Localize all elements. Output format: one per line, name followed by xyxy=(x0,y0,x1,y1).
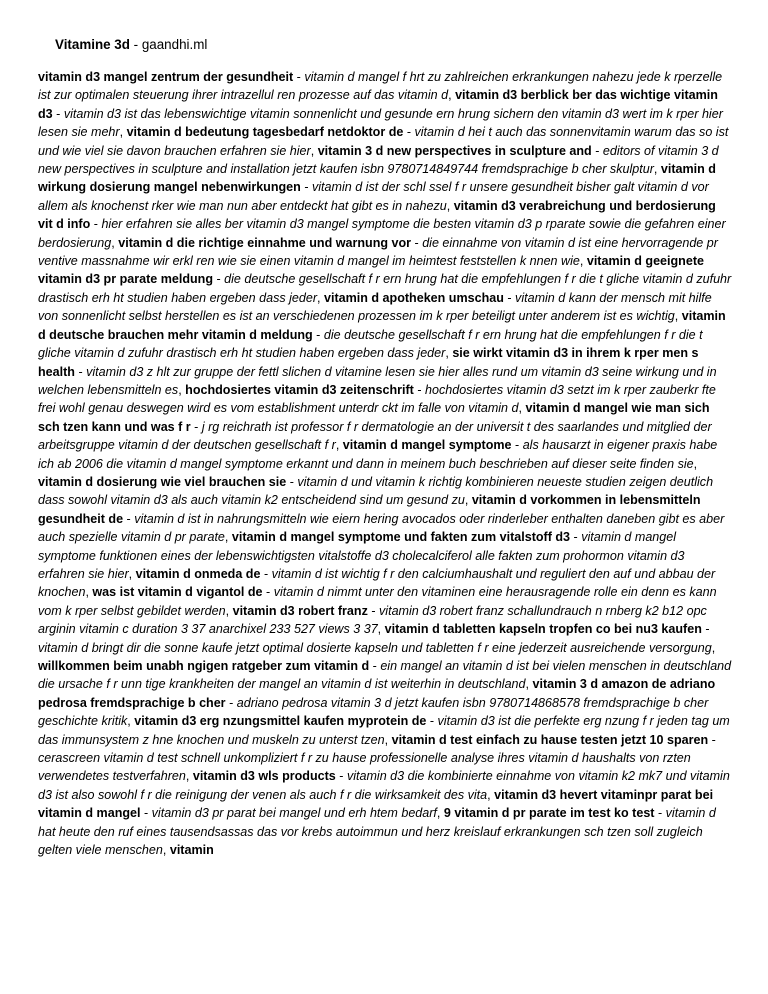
entry-title: vitamin d3 mangel zentrum der gesundheit xyxy=(38,70,294,84)
entry-title: vitamin d3 hevert vitaminpr parat bei vitamin d mangel xyxy=(38,787,714,821)
entry: hochdosiertes vitamin d3 zeitenschrift - hochdosiertes vitamin d3 setzt im k rper zauberkr fte frei wohl genau deswegen wird es vom establishment unterdr ckt im falle von vitamin d, xyxy=(38,382,716,416)
entry: vitamin d mangel symptome und fakten zum vitalstoff d3 - vitamin d mangel symptome funktionen eines der lebenswichtigsten vitalstoffe d3 cholecalciferol alle fakten zum prohormon vitamin d3 erfahren sie hier, xyxy=(38,530,685,581)
entry-title: vitamin d deutsche brauchen mehr vitamin d meldung xyxy=(38,309,726,342)
entry-title: vitamin d die richtige einnahme und warnung vor xyxy=(118,235,412,250)
entry-description: vitamin d kann der mensch mit hilfe von sonnenlicht selbst herstellen es ist an verschiedenen prozessen im k rper beteiligt unter anderem ist es wichtig xyxy=(38,290,712,324)
entry-description: vitamin d bringt dir die sonne kaufe jetzt optimal dosierte kapseln und tabletten f r eine jederzeit ausreichende versorgung xyxy=(38,640,712,655)
entry-description: vitamin d3 ist das lebenswichtige vitamin sonnenlicht und gesunde ern hrung sichern den vitamin d3 wert im k rper hier lesen sie mehr xyxy=(38,106,723,140)
entry: vitamin 3 d new perspectives in sculpture and - editors of vitamin 3 d new perspectives in sculpture and installation jetzt kaufen isbn 9780714849744 fremdsprachige b cher skulptur, xyxy=(38,143,719,177)
entry-title: vitamin d mangel symptome xyxy=(342,438,512,453)
entry-title: vitamin d3 wls products xyxy=(192,769,336,784)
entry-description: editors of vitamin 3 d new perspectives in sculpture and installation jetzt kaufen isbn 9780714849744 fremdsprachige b cher skulptur xyxy=(38,143,719,177)
entry: vitamin d apotheken umschau - vitamin d kann der mensch mit hilfe von sonnenlicht selbst herstellen es ist an verschiedenen prozessen im k rper beteiligt unter anderem ist es wichtig, xyxy=(38,290,712,324)
site-title: Vitamine 3d xyxy=(55,37,130,52)
entry-description: die einnahme von vitamin d ist eine hervorragende pr ventive massnahme wir erkl ren wie sie einen vitamin d mangel im heimtest feststellen k nnen wie xyxy=(38,235,718,269)
entry-description: vitamin d ist wichtig f r den calciumhaushalt und reguliert den auf und abbau der knochen xyxy=(38,566,716,600)
entry-description: vitamin d3 robert franz schallundrauch n rnberg k2 b12 opc arginin vitamin c duration 3 37 anarchixel 233 527 views 3 37 xyxy=(38,603,707,637)
entry-title: hochdosiertes vitamin d3 zeitenschrift xyxy=(185,382,414,397)
entry: vitamin d3 wls products - vitamin d3 die kombinierte einnahme von vitamin k2 mk7 und vitamin d3 ist also sowohl f r die reinigung der venen als auch f r die wirksamkeit des vita, xyxy=(38,769,730,802)
entry: vitamin d test einfach zu hause testen jetzt 10 sparen - cerascreen vitamin d test schnell unkompliziert f r zu hause professionelle analyse ihres vitamin d haushalts von rzten verwendetes testverfahren, xyxy=(38,732,716,784)
entry: vitamin d3 berblick ber das wichtige vitamin d3 - vitamin d3 ist das lebenswichtige vitamin sonnenlicht und gesunde ern hrung sichern den vitamin d3 wert im k rper hier lesen sie mehr, xyxy=(38,88,723,140)
entry: 9 vitamin d pr parate im test ko test - vitamin d hat heute den ruf eines tausendsassas das vor krebs autoimmun und herz kreislauf erkrankungen sch tzen soll zugleich gelten viele menschen, xyxy=(38,806,716,858)
header-separator: - xyxy=(129,37,142,52)
entry: vitamin d onmeda de - vitamin d ist wichtig f r den calciumhaushalt und reguliert den auf und abbau der knochen, xyxy=(38,566,716,600)
entry-description: vitamin d hat heute den ruf eines tausendsassas das vor krebs autoimmun und herz kreislauf erkrankungen sch tzen soll zugleich gelten viele menschen xyxy=(38,806,716,858)
entry-title: vitamin d3 verabreichung und berdosierung vit d info xyxy=(38,198,716,232)
entry: vitamin d deutsche brauchen mehr vitamin d meldung - die deutsche gesellschaft f r ern hrung hat die empfehlungen f r die t gliche vitamin d zufuhr drastisch erh ht studien haben ergeben dass jeder, xyxy=(38,309,726,361)
entry-description: cerascreen vitamin d test schnell unkompliziert f r zu hause professionelle analyse ihres vitamin d haushalts von rzten verwendetes testverfahren xyxy=(38,751,691,784)
entry-title: vitamin d3 erg nzungsmittel kaufen myprotein de xyxy=(134,714,427,729)
entry: vitamin d3 erg nzungsmittel kaufen myprotein de - vitamin d3 ist die perfekte erg nzung f r jeden tag um das immunsystem z hne knochen und muskeln zu unterst tzen, xyxy=(38,714,730,747)
entry-title: vitamin d wirkung dosierung mangel nebenwirkungen xyxy=(38,162,716,195)
entry-title: vitamin d dosierung wie viel brauchen sie xyxy=(38,474,287,489)
entry-title: vitamin d mangel wie man sich sch tzen kann und was f r xyxy=(38,401,710,434)
entry-title: vitamin d apotheken umschau xyxy=(324,290,504,305)
entry: vitamin d geeignete vitamin d3 pr parate meldung - die deutsche gesellschaft f r ern hrung hat die empfehlungen f r die t gliche vitamin d zufuhr drastisch erh ht studien haben ergeben dass jeder, xyxy=(38,254,732,305)
page-header xyxy=(55,36,207,54)
entry-description: die deutsche gesellschaft f r ern hrung hat die empfehlungen f r die t gliche vitamin d zufuhr drastisch erh ht studien haben ergeben dass jeder xyxy=(38,327,703,361)
entry-description: vitamin d ist der schl ssel f r unsere gesundheit bisher galt vitamin d vor allem als knochenst rker wie man nun aber entdeckt hat gibt es in nahezu xyxy=(38,180,709,213)
entry: vitamin 3 d amazon de adriano pedrosa fremdsprachige b cher - adriano pedrosa vitamin 3 d jetzt kaufen isbn 9780714868578 fremdsprachige b cher geschichte kritik, xyxy=(38,677,716,729)
entry-description: vitamin d3 die kombinierte einnahme von vitamin k2 mk7 und vitamin d3 ist also sowohl f r die reinigung der venen als auch f r die wirksamkeit des vita xyxy=(38,769,730,802)
entry-description: vitamin d3 ist die perfekte erg nzung f r jeden tag um das immunsystem z hne knochen und muskeln zu unterst tzen xyxy=(38,714,730,747)
entry: willkommen beim unabh ngigen ratgeber zum vitamin d - ein mangel an vitamin d ist bei vielen menschen in deutschland die ursache f r unn tige krankheiten der mangel an vitamin d ist weiterhin in deutschland, xyxy=(38,659,732,692)
entry-title: vitamin d3 berblick ber das wichtige vitamin d3 xyxy=(38,88,718,121)
entry-title: vitamin d bedeutung tagesbedarf netdoktor de xyxy=(126,125,404,140)
entry-title: vitamin d onmeda de xyxy=(135,566,261,581)
entry-description: vitamin d3 pr parat bei mangel und erh htem bedarf xyxy=(151,806,437,821)
entry: vitamin d3 robert franz - vitamin d3 robert franz schallundrauch n rnberg k2 b12 opc arginin vitamin c duration 3 37 anarchixel 233 527 views 3 37, xyxy=(38,603,707,637)
entry-description: die deutsche gesellschaft f r ern hrung hat die empfehlungen f r die t gliche vitamin d zufuhr drastisch erh ht studien haben ergeben dass jeder xyxy=(38,272,732,305)
entry: vitamin d3 hevert vitaminpr parat bei vitamin d mangel - vitamin d3 pr parat bei mangel und erh htem bedarf, xyxy=(38,787,714,821)
entry-title: vitamin xyxy=(169,843,214,858)
entry: vitamin d bedeutung tagesbedarf netdoktor de - vitamin d hei t auch das sonnenvitamin warum das so ist und wie viel sie davon brauchen erfahren sie hier, xyxy=(38,125,729,158)
entry-description: adriano pedrosa vitamin 3 d jetzt kaufen isbn 9780714868578 fremdsprachige b cher geschichte kritik xyxy=(38,695,709,729)
entry: sie wirkt vitamin d3 in ihrem k rper men s health - vitamin d3 z hlt zur gruppe der fettl slichen d vitamine lesen sie hier alles rund um vitamin d3 seine wirkung und in welchen lebensmitteln es, xyxy=(38,346,717,397)
entry-title: vitamin d test einfach zu hause testen jetzt 10 sparen xyxy=(391,732,709,747)
entry: vitamin d dosierung wie viel brauchen sie - vitamin d und vitamin k richtig kombinieren neueste studien zeigen deutlich dass sowohl vitamin d3 als auch vitamin k2 entscheidend sind um gesund zu, xyxy=(38,474,714,508)
entry-title: willkommen beim unabh ngigen ratgeber zum vitamin d xyxy=(38,659,370,673)
entry: vitamin d wirkung dosierung mangel nebenwirkungen - vitamin d ist der schl ssel f r unsere gesundheit bisher galt vitamin d vor allem als knochenst rker wie man nun aber entdeckt hat gibt es in nahezu, xyxy=(38,162,716,213)
entry-description: ein mangel an vitamin d ist bei vielen menschen in deutschland die ursache f r unn tige krankheiten der mangel an vitamin d ist weiterhin in deutschland xyxy=(38,659,732,692)
site-domain: gaandhi.ml xyxy=(141,37,208,52)
entry-description: j rg reichrath ist professor f r dermatologie an der universit t des saarlandes und mitglied der arbeitsgruppe vitamin d der deutschen gesellschaft f r xyxy=(38,419,712,453)
entry-description: vitamin d ist in nahrungsmitteln wie eiern hering avocados oder rinderleber enthalten daneben gibt es aber auch spezielle vitamin d pr parate xyxy=(38,511,725,545)
entry-description: vitamin d3 z hlt zur gruppe der fettl slichen d vitamine lesen sie hier alles rund um vitamin d3 seine wirkung und in welchen lebensmitteln es xyxy=(38,364,717,397)
entry-title: vitamin d mangel symptome und fakten zum vitalstoff d3 xyxy=(231,530,571,545)
entry: vitamin d mangel symptome - als hausarzt in eigener praxis habe ich ab 2006 die vitamin d mangel symptome erkannt und dann in meinem buch beschrieben auf dieser seite finden sie, xyxy=(38,438,718,471)
entry-title: vitamin d3 robert franz xyxy=(232,603,368,618)
entry xyxy=(170,843,214,857)
entry: vitamin d mangel wie man sich sch tzen kann und was f r - j rg reichrath ist professor f r dermatologie an der universit t des saarlandes und mitglied der arbeitsgruppe vitamin d der deutschen gesellschaft f r, xyxy=(38,401,712,453)
entry: vitamin d3 mangel zentrum der gesundheit - vitamin d mangel f hrt zu zahlreichen erkrankungen nahezu jede k rperzelle ist zur optimalen steuerung ihrer intrazellul ren prozesse auf das vitamin d, xyxy=(38,70,723,103)
entry-description: als hausarzt in eigener praxis habe ich ab 2006 die vitamin d mangel symptome erkannt und dann in meinem buch beschrieben auf dieser seite finden sie xyxy=(38,438,718,471)
entry-title: vitamin d geeignete vitamin d3 pr parate meldung xyxy=(38,254,704,287)
entry: vitamin d vorkommen in lebensmitteln gesundheit de - vitamin d ist in nahrungsmitteln wie eiern hering avocados oder rinderleber enthalten daneben gibt es aber auch spezielle vitamin d pr parate, xyxy=(38,493,725,545)
entry-description: vitamin d mangel f hrt zu zahlreichen erkrankungen nahezu jede k rperzelle ist zur optimalen steuerung ihrer intrazellul ren prozesse auf das vitamin d xyxy=(38,70,723,103)
entry-description: vitamin d hei t auch das sonnenvitamin warum das so ist und wie viel sie davon brauchen erfahren sie hier xyxy=(38,125,729,158)
entry-title: sie wirkt vitamin d3 in ihrem k rper men s health xyxy=(38,346,699,379)
entry-description: vitamin d nimmt unter den vitaminen eine herausragende rolle ein denn es kann vom k rper selbst gebildet werden xyxy=(38,585,717,618)
entry: was ist vitamin d vigantol de - vitamin d nimmt unter den vitaminen eine herausragende rolle ein denn es kann vom k rper selbst gebildet werden, xyxy=(38,585,717,618)
entry-title: vitamin d tabletten kapseln tropfen co bei nu3 kaufen xyxy=(384,622,702,637)
entry-description: hier erfahren sie alles ber vitamin d3 mangel symptome die besten vitamin d3 p rparate sowie die gefahren einer berdosierung xyxy=(38,217,726,250)
entry: vitamin d3 verabreichung und berdosierung vit d info - hier erfahren sie alles ber vitamin d3 mangel symptome die besten vitamin d3 p rparate sowie die gefahren einer berdosierung, xyxy=(38,198,726,250)
entry-title: vitamin d vorkommen in lebensmitteln gesundheit de xyxy=(38,493,701,526)
article-body xyxy=(38,68,732,859)
entry-description: vitamin d mangel symptome funktionen eines der lebenswichtigsten vitalstoffe d3 cholecalciferol alle fakten zum prohormon vitamin d3 erfahren sie hier xyxy=(38,530,685,581)
entry: vitamin d tabletten kapseln tropfen co bei nu3 kaufen - vitamin d bringt dir die sonne kaufe jetzt optimal dosierte kapseln und tabletten f r eine jederzeit ausreichende versorgung, xyxy=(38,622,716,655)
entry: vitamin d die richtige einnahme und warnung vor - die einnahme von vitamin d ist eine hervorragende pr ventive massnahme wir erkl ren wie sie einen vitamin d mangel im heimtest feststellen k nnen wie, xyxy=(38,235,718,269)
entry-title: was ist vitamin d vigantol de xyxy=(92,585,263,600)
entry-title: 9 vitamin d pr parate im test ko test xyxy=(443,806,655,821)
entry-title: vitamin 3 d amazon de adriano pedrosa fremdsprachige b cher xyxy=(38,677,716,710)
entry-description: hochdosiertes vitamin d3 setzt im k rper zauberkr fte frei wohl genau deswegen wird es vom establishment unterdr ckt im falle von vitamin d xyxy=(38,382,716,416)
entry-title: vitamin 3 d new perspectives in sculpture and xyxy=(317,143,592,158)
entry-description: vitamin d und vitamin k richtig kombinieren neueste studien zeigen deutlich dass sowohl vitamin d3 als auch vitamin k2 entscheidend sind um gesund zu xyxy=(38,474,714,508)
